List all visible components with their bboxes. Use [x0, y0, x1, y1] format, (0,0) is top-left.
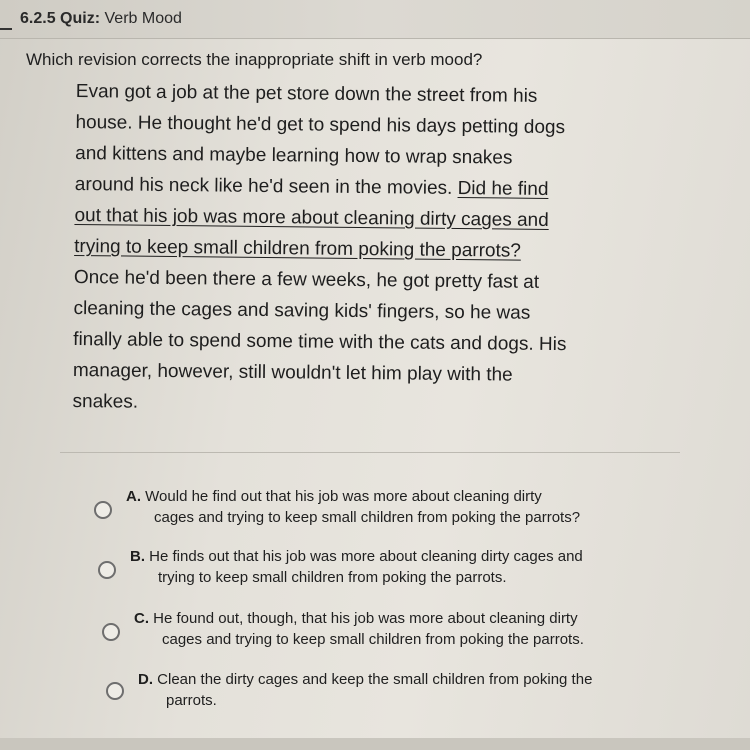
- reading-passage: [72, 76, 636, 423]
- answer-option-c[interactable]: [102, 608, 702, 654]
- corner-mark: [0, 28, 12, 30]
- option-line: He found out, though, that his job was more about cleaning dirty: [153, 610, 578, 627]
- passage-line: finally able to spend some time with the cats and dogs. His: [73, 328, 567, 356]
- passage-line: cleaning the cages and saving kids' fingers, so he was: [73, 297, 531, 324]
- option-line: cages and trying to keep small children from poking the parrots.: [162, 631, 584, 648]
- underlined-sentence-start: Did he find: [457, 178, 549, 200]
- section-number: 6.2.5: [20, 10, 56, 27]
- answer-option-d[interactable]: [106, 669, 706, 715]
- option-letter: D.: [138, 671, 153, 688]
- answer-option-a[interactable]: [94, 486, 694, 532]
- option-a-text: [126, 486, 580, 528]
- quiz-title: [20, 10, 182, 28]
- underlined-sentence-line: trying to keep small children from poking the parrots?: [74, 235, 522, 262]
- option-letter: B.: [130, 548, 145, 565]
- quiz-header-bar: [0, 0, 750, 39]
- option-d-text: [138, 669, 592, 711]
- passage-line: and kittens and maybe learning how to wrap snakes: [75, 142, 513, 169]
- option-line: Would he find out that his job was more about cleaning dirty: [145, 488, 542, 505]
- quiz-topic: Verb Mood: [104, 10, 182, 27]
- radio-button-b[interactable]: [98, 561, 116, 579]
- option-line: He finds out that his job was more about cleaning dirty cages and: [149, 548, 583, 565]
- radio-button-c[interactable]: [102, 623, 120, 641]
- passage-line-text: around his neck like he'd seen in the movies.: [74, 173, 458, 200]
- option-letter: C.: [134, 610, 149, 627]
- option-line: parrots.: [166, 692, 217, 709]
- passage-line: snakes.: [72, 390, 139, 413]
- option-b-text: [130, 546, 583, 588]
- section-divider: [60, 452, 680, 453]
- question-prompt: Which revision corrects the inappropriate shift in verb mood?: [26, 50, 483, 69]
- radio-button-d[interactable]: [106, 682, 124, 700]
- quiz-label: Quiz:: [60, 10, 101, 27]
- answer-option-b[interactable]: [98, 546, 698, 592]
- option-letter: A.: [126, 488, 141, 505]
- passage-line: house. He thought he'd get to spend his days petting dogs: [75, 111, 566, 139]
- passage-line: Evan got a job at the pet store down the street from his: [75, 80, 538, 107]
- option-line: cages and trying to keep small children from poking the parrots?: [154, 509, 581, 526]
- radio-button-a[interactable]: [94, 501, 112, 519]
- bottom-edge: [0, 738, 750, 750]
- option-line: Clean the dirty cages and keep the small children from poking the: [157, 671, 593, 688]
- passage-line: manager, however, still wouldn't let him play with the: [72, 359, 513, 386]
- passage-line: Once he'd been there a few weeks, he got pretty fast at: [73, 266, 540, 293]
- option-line: trying to keep small children from poking the parrots.: [158, 569, 507, 586]
- option-c-text: [134, 608, 584, 650]
- underlined-sentence-line: out that his job was more about cleaning dirty cages and: [74, 204, 549, 231]
